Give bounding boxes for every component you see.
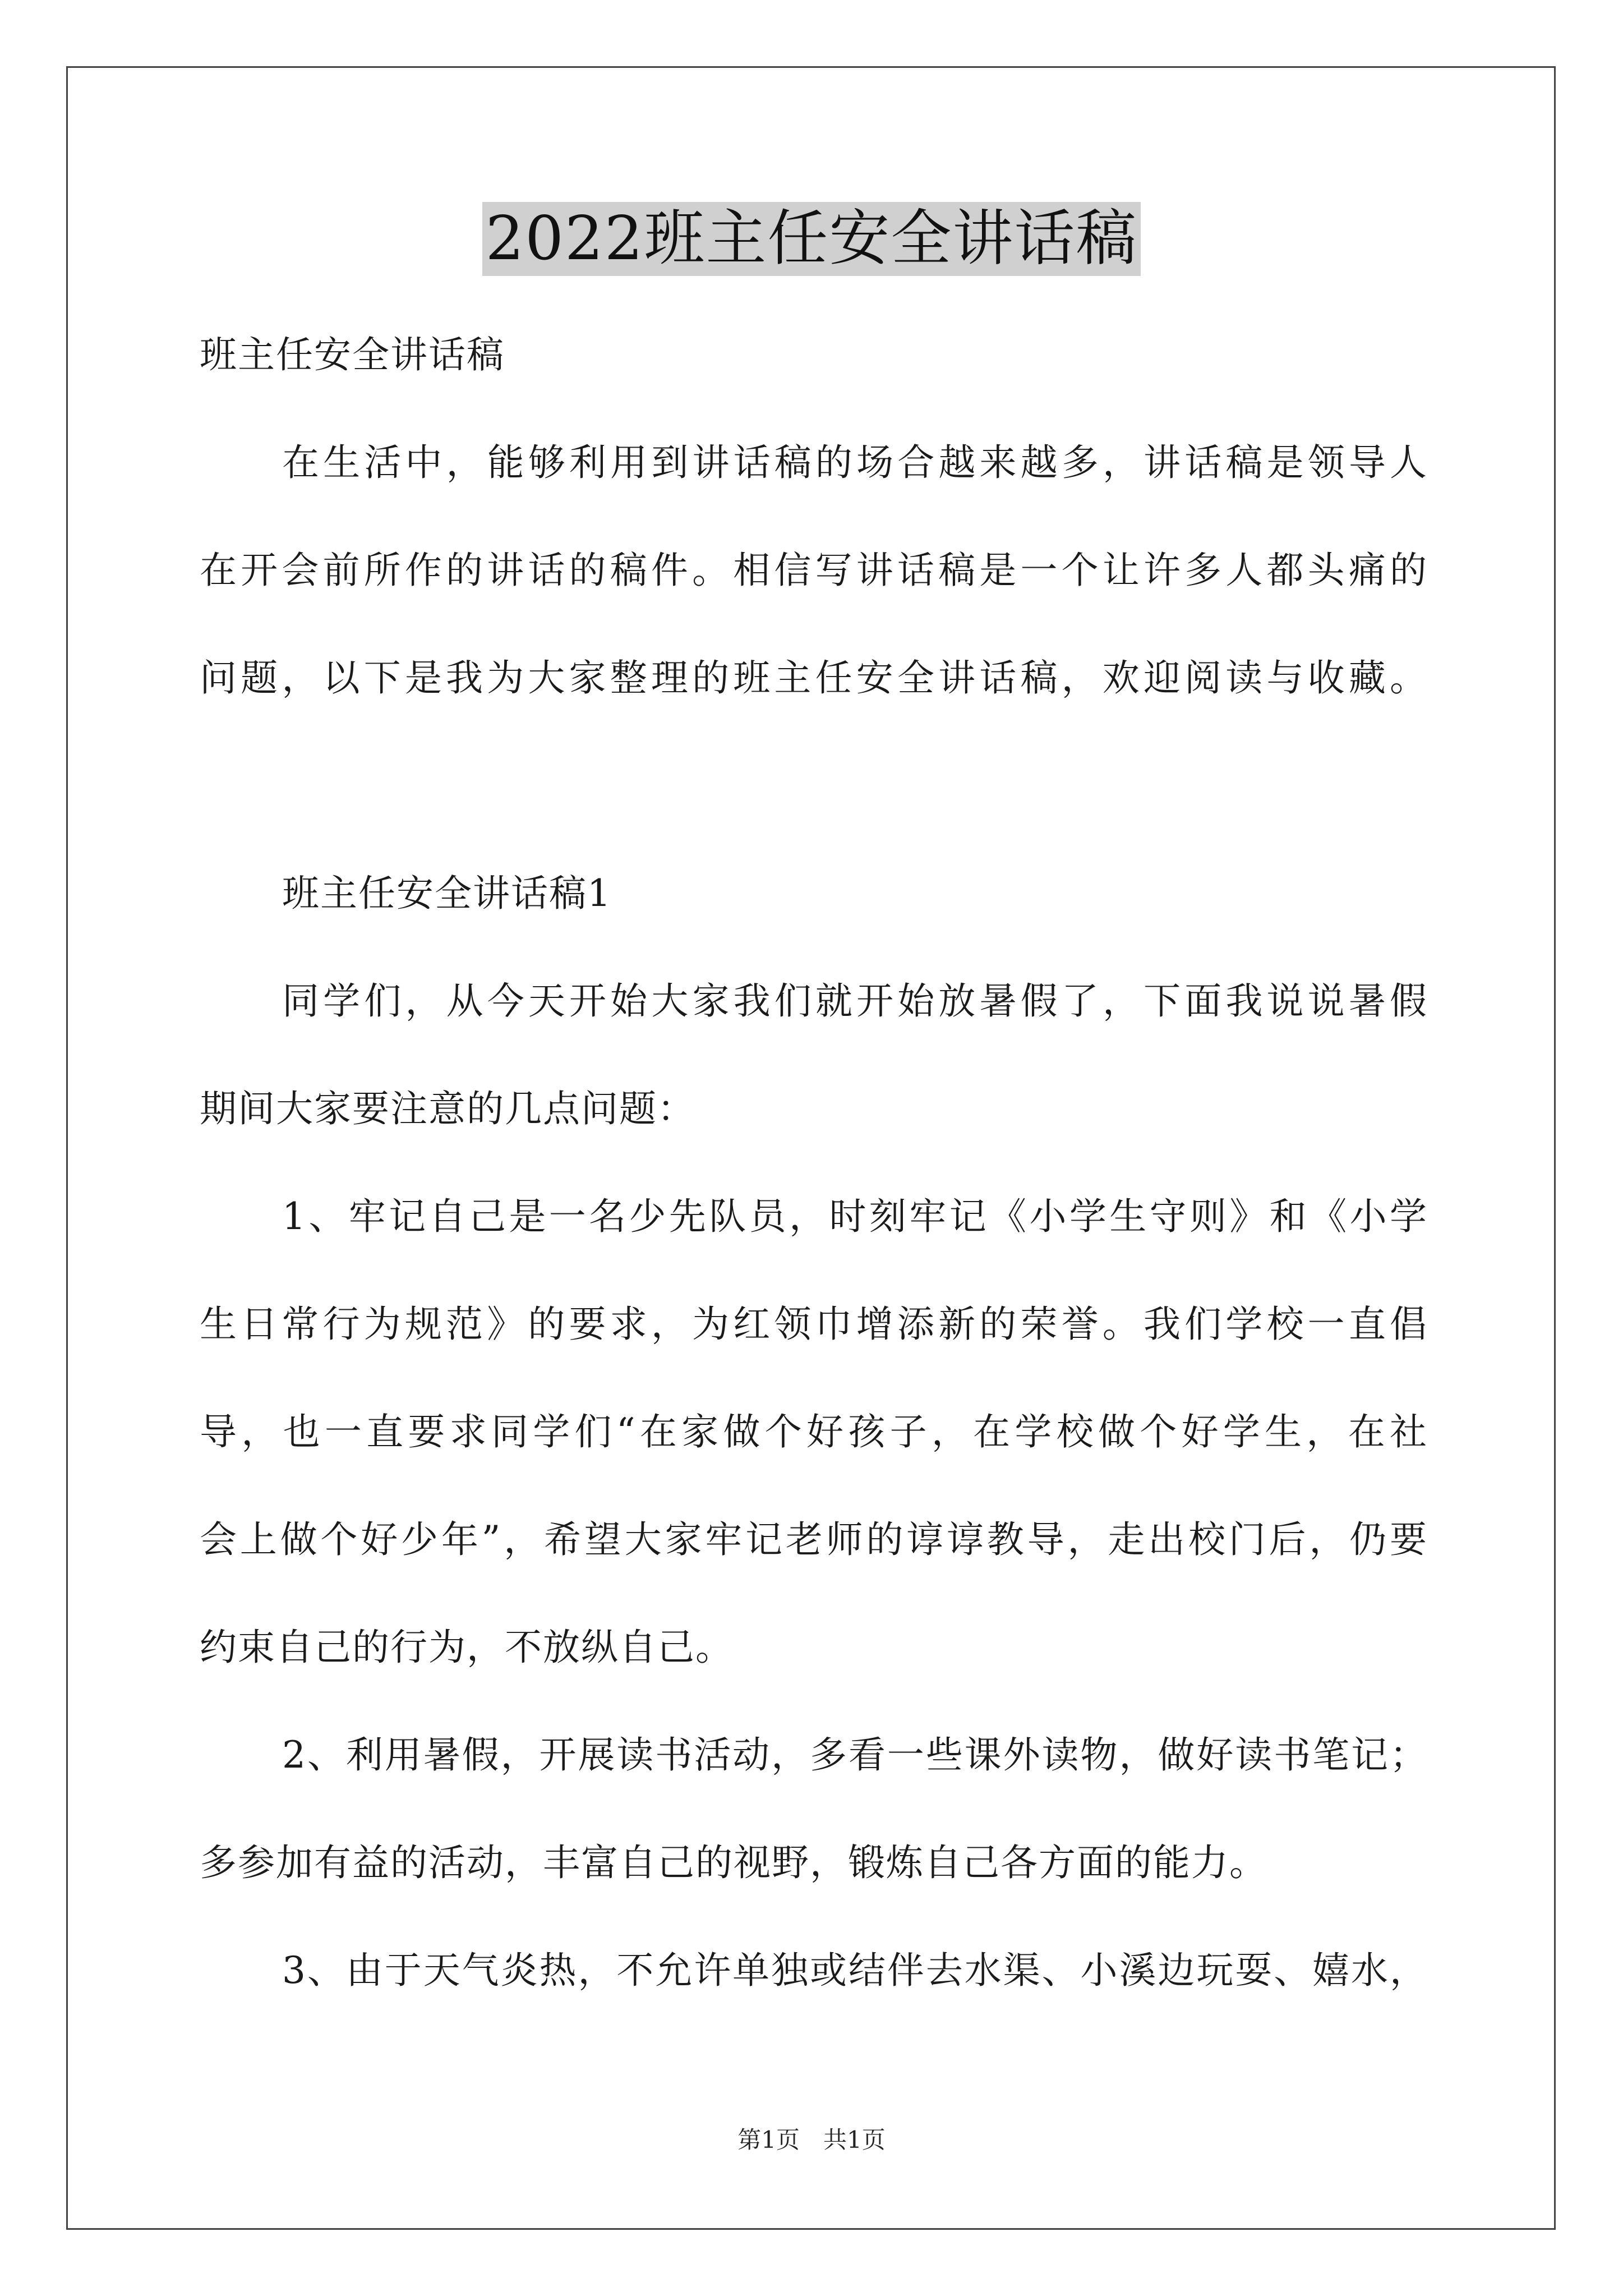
text-line	[200, 1518, 1428, 1561]
text-line	[200, 1195, 1428, 1238]
text-line-content: 多参加有益的活动，丰富自己的视野，锻炼自己各方面的能力。	[200, 1841, 1267, 1884]
text-line	[200, 1733, 1428, 1777]
text-line-content: 生日常行为规范》的要求，为红领巾增添新的荣誉。我们学校一直倡	[200, 1303, 1428, 1346]
text-line	[200, 1949, 1428, 1992]
text-line-content: 在开会前所作的讲话的稿件。相信写讲话稿是一个让许多人都头痛的	[200, 549, 1428, 592]
text-line-content: 导，也一直要求同学们“在家做个好孩子，在学校做个好学生，在社	[200, 1410, 1428, 1453]
text-line-content: 问题，以下是我为大家整理的班主任安全讲话稿，欢迎阅读与收藏。	[200, 656, 1428, 700]
text-line	[200, 1303, 1428, 1346]
text-line	[200, 1626, 1428, 1669]
text-line-content: 2、利用暑假，开展读书活动，多看一些课外读物，做好读书笔记；	[282, 1733, 1428, 1777]
text-line-content: 会上做个好少年”，希望大家牢记老师的谆谆教导，走出校门后，仍要	[200, 1518, 1428, 1561]
text-line	[200, 979, 1428, 1023]
title-container	[0, 202, 1623, 276]
text-line-content: 在生活中，能够利用到讲话稿的场合越来越多，讲话稿是领导人	[282, 441, 1428, 484]
text-line-content: 班主任安全讲话稿	[200, 333, 505, 376]
text-line-content: 班主任安全讲话稿1	[282, 872, 612, 915]
text-line-content: 3、由于天气炎热，不允许单独或结伴去水渠、小溪边玩耍、嬉水，	[282, 1949, 1428, 1992]
text-line	[200, 656, 1428, 700]
page-footer: 第1页 共1页	[737, 2126, 886, 2154]
text-line	[200, 872, 1428, 915]
text-line-content: 期间大家要注意的几点问题：	[200, 1087, 695, 1130]
text-line	[200, 1087, 1428, 1130]
document-title: 2022班主任安全讲话稿	[482, 202, 1141, 276]
text-line-content: 1、牢记自己是一名少先队员，时刻牢记《小学生守则》和《小学	[282, 1195, 1428, 1238]
text-line	[200, 1841, 1428, 1884]
text-line-content: 约束自己的行为，不放纵自己。	[200, 1626, 734, 1669]
document-body	[200, 333, 1428, 1992]
text-line	[200, 549, 1428, 592]
text-line	[200, 333, 1428, 376]
text-line-content: 同学们，从今天开始大家我们就开始放暑假了，下面我说说暑假	[282, 979, 1428, 1023]
text-line	[200, 441, 1428, 484]
text-line	[200, 1410, 1428, 1453]
